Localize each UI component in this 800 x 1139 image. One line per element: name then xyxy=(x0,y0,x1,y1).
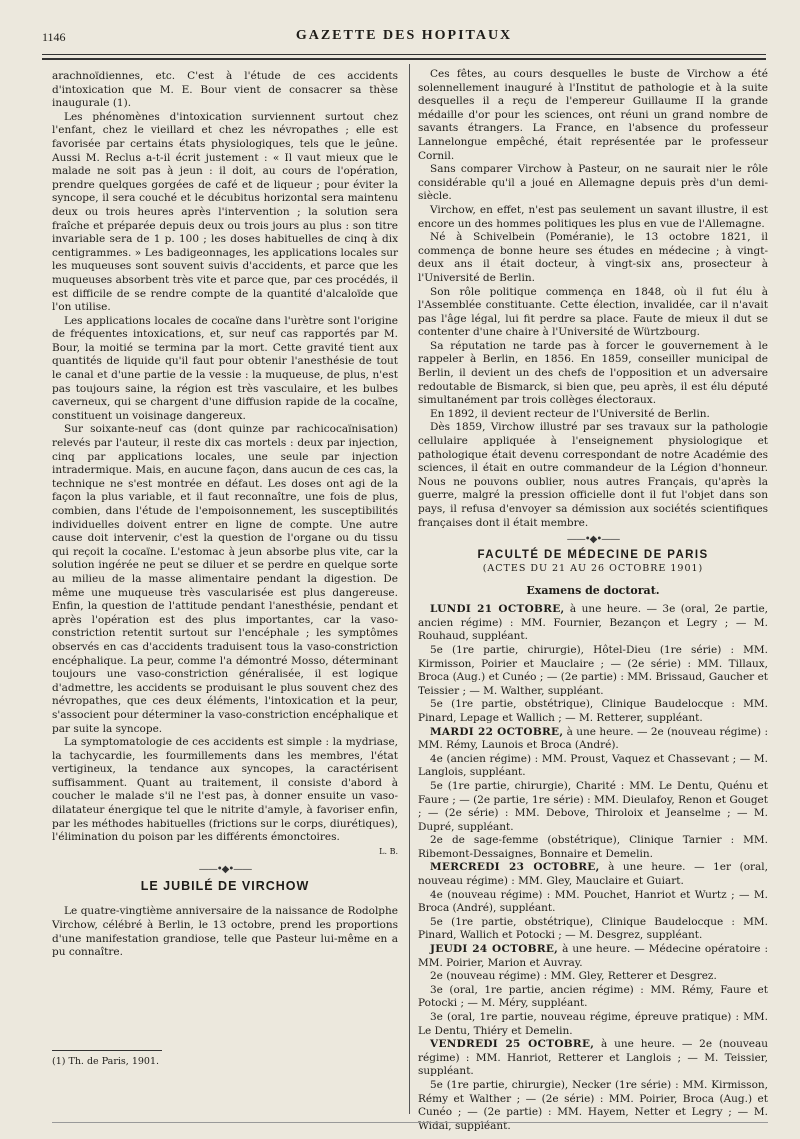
exam-text: 3e (oral, 1re partie, ancien régime) : MM. Rémy, Faure et Potocki ; — M. Méry, suppléant. xyxy=(418,983,768,1010)
exam-entry xyxy=(418,1079,768,1133)
exam-entry xyxy=(418,889,768,916)
paragraph: Né à Schivelbein (Poméranie), le 13 octobre 1821, il commença de bonne heure ses études en médecine ; à vingt-deux ans il était docteur, à vingt-six ans, prosecteur à l'Université de Berlin. xyxy=(418,231,768,284)
paragraph: Les phénomènes d'intoxication surviennent surtout chez l'enfant, chez le vieillard et chez les névropathes ; elle est favorisée par certains états physiologiques, tels que le jeûne. Aussi M. Reclus a-t-il écrit justement : « Il vaut mieux que le malade ne soit pas à jeun : il doit, au cours de l'opération, prendre quelques gorgées de café et de liqueur ; pour éviter la syncope, il sera couché et le décubitus horizontal sera maintenu deux ou trois heures après l'intervention ; la solution sera fraîche et préparée depuis deux ou trois jours au plus : son titre invariable sera de 1 p. 100 ; les doses habituelles de cinq à dix centigrammes. » Les badigeonnages, les applications locales sur les muqueuses sont souvent suivis d'accidents, et parce que les muqueuses absorbent très vite et parce que, par ces procédés, il est difficile de se rendre compte de la quantité d'alcaloïde que l'on utilise. xyxy=(52,110,398,314)
footnote-text: (1) Th. de Paris, 1901. xyxy=(52,1056,160,1067)
exam-entry xyxy=(418,780,768,834)
exam-text: 5e (1re partie, chirurgie), Hôtel-Dieu (1re série) : MM. Kirmisson, Poirier et Mauclaire ; — (2e série) : MM. Tillaux, Broca (Aug.) et Cunéo ; — (2e partie) : MM. Brissaud, Gaucher et Teissier ; — M. Walther, suppléant. xyxy=(418,643,768,697)
section-separator: ——•◆•—— xyxy=(198,864,252,876)
paragraph: En 1892, il devient recteur de l'Université de Berlin. xyxy=(430,407,710,420)
paragraph: Son rôle politique commença en 1848, où il fut élu à l'Assemblée constituante. Cette élection, invalidée, car il n'avait pas l'âge légal, lui fit perdre sa place. Faute de mieux il dut se contenter d'une chaire à l'Université de Würtzbourg. xyxy=(418,285,768,339)
header-rule-thick xyxy=(42,58,766,60)
exam-entry xyxy=(418,753,768,780)
section-separator: ——•◆•—— xyxy=(566,534,620,546)
exam-text: 5e (1re partie, chirurgie), Necker (1re série) : MM. Kirmisson, Rémy et Walther ; — (2e série) : MM. Poirier, Broca (Aug.) et Cunéo ; — (2e partie) : MM. Hayem, Netter et Legry ; — M. Widal, suppléant. xyxy=(418,1078,768,1132)
section-heading: LE JUBILÉ DE VIRCHOW xyxy=(140,879,310,894)
exam-entry xyxy=(418,644,768,698)
paragraph: Virchow, en effet, n'est pas seulement un savant illustre, il est encore un des hommes politiques les plus en vue de l'Allemagne. xyxy=(418,203,768,230)
right-column xyxy=(418,68,769,1132)
exam-text: 2e de sage-femme (obstétrique), Clinique Tarnier : MM. Ribemont-Dessaignes, Bonnaire et Demelin. xyxy=(418,834,768,860)
exam-entry xyxy=(418,943,768,970)
header-rule xyxy=(42,54,766,55)
exam-entry xyxy=(418,834,768,861)
exam-text: à une heure. — 1er (oral, nouveau régime) : MM. Gley, Mauclaire et Guiart. xyxy=(418,861,768,888)
exam-text: à une heure. — 2e (nouveau régime) : MM. Rémy, Launois et Broca (André). xyxy=(418,725,768,752)
exam-day: LUNDI 21 OCTOBRE, xyxy=(430,603,565,616)
paragraph: Ces fêtes, au cours desquelles le buste de Virchow a été solennellement inauguré à l'Institut de pathologie et à la suite desquelles il a reçu de l'empereur Guillaume II la grande médaille d'or pour les sciences, ont réuni un grand nombre de savants étrangers. La France, en l'absence du professeur Lannelongue empêché, était représentée par le professeur Cornil. xyxy=(418,68,768,162)
exam-day: MARDI 22 OCTOBRE, xyxy=(430,725,564,738)
exam-text: 3e (oral, 1re partie, nouveau régime, épreuve pratique) : MM. Le Dentu, Thiéry et Demelin. xyxy=(418,1011,768,1037)
exam-entry xyxy=(418,603,768,644)
exam-text: 5e (1re partie, obstétrique), Clinique Baudelocque : MM. Pinard, Lepage et Wallich ; — M. Retterer, suppléant. xyxy=(418,698,768,724)
paragraph: Sans comparer Virchow à Pasteur, on ne saurait nier le rôle considérable qu'il a joué en Allemagne depuis près d'un demi-siècle. xyxy=(418,163,768,203)
exam-text: 2e (nouveau régime) : MM. Gley, Retterer et Desgrez. xyxy=(430,970,717,983)
exam-text: 4e (nouveau régime) : MM. Pouchet, Hanriot et Wurtz ; — M. Broca (André), suppléant. xyxy=(418,888,768,915)
signature: L. B. xyxy=(379,846,398,856)
exam-day: VENDREDI 25 OCTOBRE, xyxy=(430,1038,595,1051)
faculty-heading: FACULTÉ DE MÉDECINE DE PARIS xyxy=(477,549,709,562)
paragraph: Les applications locales de cocaïne dans l'urètre sont l'origine de fréquentes intoxications, et, sur neuf cas rapportés par M. Bour, la moitié se termina par la mort. Cette gravité tient aux quantités de liquide qu'il faut pour obtenir l'anesthésie de tout le canal et d'une partie de la vessie : la muqueuse, de plus, n'est pas toujours saine, la région est très vasculaire, et les bulbes caverneux, qui se chargent d'une diffusion rapide de la cocaïne, constituent un voisinage dangereux. xyxy=(52,314,398,422)
paragraph: Sa réputation ne tarde pas à forcer le gouvernement à le rappeler à Berlin, en 1856. En 1859, conseiller municipal de Berlin, il devient un des chefs de l'opposition et un adversaire redoutable de Bismarck, si bien que, peu après, il est élu député simultanément par trois collèges électoraux. xyxy=(418,339,768,407)
exam-day: MERCREDI 23 OCTOBRE, xyxy=(430,861,600,874)
exam-entry xyxy=(418,698,768,725)
footnote-rule xyxy=(52,1050,162,1051)
bottom-rule xyxy=(52,1122,768,1123)
paragraph: Le quatre-vingtième anniversaire de la naissance de Rodolphe Virchow, célébré à Berlin, le 13 octobre, prend les proportions d'une manifestation grandiose, telle que Pasteur lui-même en a pu connaître. xyxy=(52,905,398,959)
left-column xyxy=(52,70,398,1110)
exam-entry xyxy=(418,970,768,984)
exam-text: à une heure. — 3e (oral, 2e partie, ancien régime) : MM. Fournier, Bezançon et Legry ; — M. Rouhaud, suppléant. xyxy=(418,603,768,643)
column-divider xyxy=(409,64,410,1114)
paragraph: La symptomatologie de ces accidents est simple : la mydriase, la tachycardie, les fourmillements dans les membres, l'état vertigineux, la tendance aux syncopes, la caractérisent suffisamment. Quant au traitement, il consiste d'abord à coucher le malade s'il ne l'est pas, à donner ensuite un vaso-dilatateur énergique tel que le nitrite d'amyle, à favoriser enfin, par les méthodes habituelles (frictions sur le corps, diurétiques), l'élimination du poison par les différents émonctoires. xyxy=(52,736,398,844)
journal-title: GAZETTE DES HOPITAUX xyxy=(295,28,513,43)
exam-text: 5e (1re partie, chirurgie), Charité : MM. Le Dentu, Quénu et Faure ; — (2e partie, 1re série) : MM. Dieulafoy, Renon et Gouget ; — (2e série) : MM. Debove, Thiroloix et Jeanselme ; — M. Dupré, suppléant. xyxy=(418,779,768,833)
exam-text: à une heure. — 2e (nouveau régime) : MM. Hanriot, Retterer et Langlois ; — M. Teissier, suppléant. xyxy=(418,1038,769,1078)
faculty-dates: (ACTES DU 21 AU 26 OCTOBRE 1901) xyxy=(482,563,704,575)
paragraph: Dès 1859, Virchow illustré par ses travaux sur la pathologie cellulaire appliquée à l'enseignement physiologique et pathologique était devenu correspondant de notre Académie des sciences, il était en outre commandeur de la Légion d'honneur. Nous ne pouvons oublier, nous autres Français, qu'après la guerre, malgré la pression officielle dont il fut l'objet dans son pays, il refusa d'envoyer sa démission aux sociétés scientifiques françaises dont il était membre. xyxy=(418,421,768,529)
exam-entry xyxy=(418,861,768,888)
exam-text: 5e (1re partie, obstétrique), Clinique Baudelocque : MM. Pinard, Wallich et Potocki ; — M. Desgrez, suppléant. xyxy=(418,915,768,942)
exam-entry xyxy=(418,1011,768,1038)
exam-text: à une heure. — Médecine opératoire : MM. Poirier, Marion et Auvray. xyxy=(418,943,768,969)
exam-text: 4e (ancien régime) : MM. Proust, Vaquez et Chassevant ; — M. Langlois, suppléant. xyxy=(418,752,768,779)
exam-day: JEUDI 24 OCTOBRE, xyxy=(430,943,559,956)
exam-entry xyxy=(418,916,768,943)
exam-entry xyxy=(418,984,768,1011)
exam-list xyxy=(418,603,768,1133)
paragraph: Sur soixante-neuf cas (dont quinze par rachicocaïnisation) relevés par l'auteur, il reste dix cas mortels : deux par injection, cinq par applications locales, une seule par injection intradermique. Mais, en aucune façon, dans aucun de ces cas, la technique ne s'est montrée en défaut. Les doses ont agi de la façon la plus variable, et il faut reconnaître, une fois de plus, combien, dans l'étude de l'empoisonnement, les susceptibilités individuelles doivent entrer en ligne de compte. Une autre cause doit intervenir, c'est la question de l'organe ou du tissu qui reçoit la cocaïne. L'estomac à jeun absorbe plus vite, car la solution ingérée ne peut se diluer et se perdre en quelque sorte au milieu de la masse alimentaire pendant la digestion. De même une muqueuse très vascularisée est plus dangereuse. Enfin, la question de l'attitude pendant l'anesthésie, pendant et après l'opération est des plus importantes, car la vaso-constriction retentit surtout sur l'encéphale ; les symptômes observés en cas d'accidents traduisent tous la vaso-constriction encéphalique. La peur, comme l'a démontré Mosso, déterminant toujours une vaso-constriction généralisée, il est logique d'admettre, les accidents se produisant le plus souvent chez des névropathes, que ces deux éléments, l'intoxication et la peur, s'associent pour déterminer la vaso-constriction encéphalique et par suite la syncope. xyxy=(52,423,398,735)
page-number: 1146 xyxy=(42,30,66,44)
footnote xyxy=(52,1050,398,1068)
page-header xyxy=(42,26,766,48)
exam-entry xyxy=(418,726,768,753)
paragraph: arachnoïdiennes, etc. C'est à l'étude de ces accidents d'intoxication que M. E. Bour vient de consacrer sa thèse inaugurale (1). xyxy=(52,70,398,110)
exam-heading: Examens de doctorat. xyxy=(526,584,660,598)
exam-entry xyxy=(418,1038,768,1079)
